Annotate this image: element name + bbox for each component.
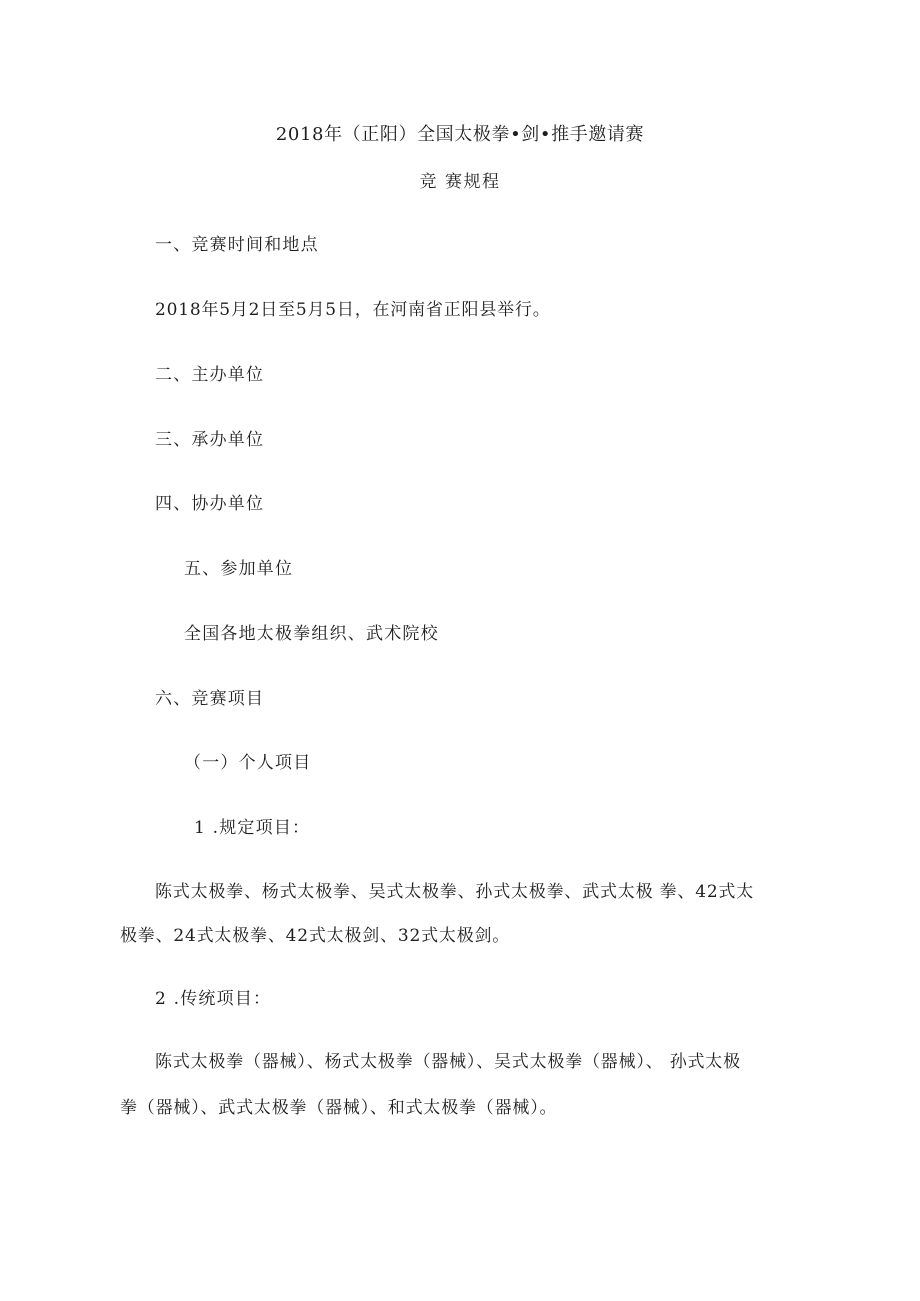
section-4-heading: 四、协办单位 <box>155 494 265 514</box>
section-6-item-2-heading: 2 .传统项目： <box>155 989 272 1009</box>
section-6-item-1-text-line-1: 陈式太极拳、杨式太极拳、吴式太极拳、孙式太极拳、武式太极 拳、42式太 <box>155 882 755 902</box>
section-1-heading: 一、竞赛时间和地点 <box>155 235 319 255</box>
section-6-item-1-text-line-2: 极拳、24式太极拳、42式太极剑、32式太极剑。 <box>120 926 511 946</box>
document-title: 2018年（正阳）全国太极拳•剑•推手邀请赛 <box>275 124 645 145</box>
section-6-item-2-text-line-1: 陈式太极拳（器械）、杨式太极拳（器械）、吴式太极拳（器械）、 孙式太极 <box>155 1052 741 1072</box>
section-5-heading: 五、参加单位 <box>184 559 294 579</box>
section-3-heading: 三、承办单位 <box>155 430 265 450</box>
section-6-item-2-text-line-2: 拳（器械）、武式太极拳（器械）、和式太极拳（器械）。 <box>120 1098 558 1118</box>
section-2-heading: 二、主办单位 <box>155 365 265 385</box>
section-1-text: 2018年5月2日至5月5日，在河南省正阳县举行。 <box>155 300 551 320</box>
document-subtitle: 竞 赛规程 <box>419 172 501 192</box>
section-6-subheading-individual: （一）个人项目 <box>184 753 312 773</box>
section-6-item-1-heading: 1 .规定项目： <box>194 818 311 838</box>
section-5-text: 全国各地太极拳组织、武术院校 <box>184 624 439 644</box>
section-6-heading: 六、竞赛项目 <box>155 689 265 709</box>
